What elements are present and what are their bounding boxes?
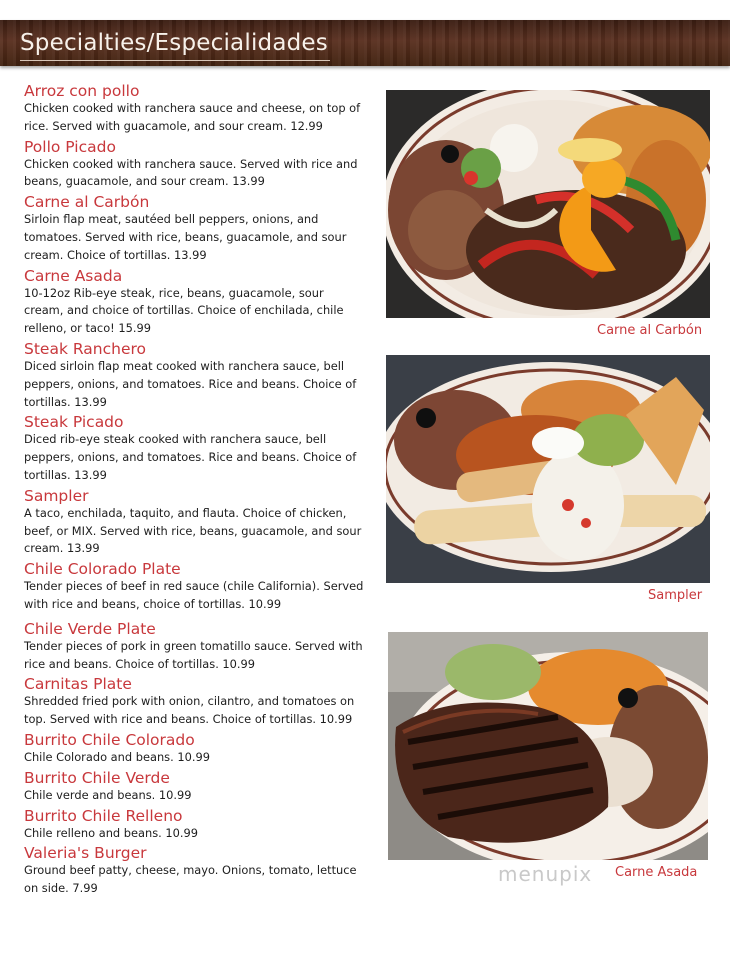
watermark-text: menupix — [498, 862, 593, 886]
menu-item — [24, 267, 364, 338]
item-description: Shredded fried pork with onion, cilantro, and tomatoes on top. Served with rice and beans. Choice of tortillas. 10.99 — [24, 694, 355, 727]
item-description: Tender pieces of pork in green tomatillo sauce. Served with rice and beans. Choice of tortillas. 10.99 — [24, 638, 363, 671]
section-header — [0, 20, 730, 66]
item-name: Steak Picado — [24, 413, 124, 432]
menu-item — [24, 413, 364, 484]
item-description: Chicken cooked with ranchera sauce and cheese, on top of rice. Served with guacamole, and sour cream. 12.99 — [24, 101, 361, 133]
item-name: Arroz con pollo — [24, 82, 140, 100]
photo-caption: Sampler — [648, 588, 703, 603]
item-name: Carnitas Plate — [24, 675, 132, 694]
item-name: Steak Ranchero — [24, 339, 147, 358]
menu-item — [24, 560, 364, 614]
menu-item — [24, 193, 364, 264]
menu-item — [24, 82, 364, 136]
menu-item — [24, 731, 364, 767]
item-description: 10-12oz Rib-eye steak, rice, beans, guacamole, sour cream, and choice of tortillas. Choice of enchilada, chile relleno, or taco! 15.99 — [24, 285, 344, 336]
menu-list — [24, 82, 364, 900]
item-description: Tender pieces of beef in red sauce (chile California). Served with rice and beans, choice of tortillas. 10.99 — [24, 579, 364, 611]
item-name: Carne al Carbón — [24, 193, 150, 212]
item-name: Burrito Chile Colorado — [24, 730, 195, 749]
fajita-plate-illustration — [386, 90, 710, 318]
menu-item — [24, 487, 364, 558]
item-name: Burrito Chile Relleno — [24, 806, 183, 825]
section-title: Specialties/Especialidades — [20, 30, 328, 56]
item-name: Chile Colorado Plate — [24, 560, 181, 579]
item-description: Chile verde and beans. 10.99 — [24, 787, 192, 802]
item-name: Carne Asada — [24, 266, 123, 285]
item-name: Pollo Picado — [24, 137, 116, 156]
item-name: Burrito Chile Verde — [24, 768, 170, 787]
menu-item — [24, 340, 364, 411]
title-underline — [20, 60, 330, 61]
item-description: Chile relleno and beans. 10.99 — [24, 825, 198, 840]
menu-item — [24, 807, 364, 843]
item-description: Diced sirloin flap meat cooked with ranchera sauce, bell peppers, onions, and tomatoes. Rice and beans. Choice of tortillas. 13.99 — [24, 358, 357, 409]
item-name: Valeria's Burger — [24, 844, 147, 863]
photo-carne-asada — [388, 632, 708, 860]
carne-asada-plate-illustration — [388, 632, 708, 860]
item-name: Sampler — [24, 486, 89, 505]
photo-caption: Carne al Carbón — [597, 323, 703, 338]
item-description: A taco, enchilada, taquito, and flauta. Choice of chicken, beef, or MIX. Served with rice, beans, guacamole, and sour cream. 13.99 — [24, 505, 362, 556]
menu-item — [24, 620, 364, 674]
item-name: Chile Verde Plate — [24, 619, 156, 638]
menu-item — [24, 138, 364, 192]
item-description: Chicken cooked with ranchera sauce. Served with rice and beans, guacamole, and sour cream. 13.99 — [24, 156, 358, 189]
menu-item — [24, 844, 364, 898]
photo-carne-al-carbon — [386, 90, 710, 318]
sampler-plate-illustration — [386, 355, 710, 583]
photo-sampler — [386, 355, 710, 583]
item-description: Sirloin flap meat, sautéed bell peppers, onions, and tomatoes. Served with rice, beans, guacamole, and sour cream. Choice of tortillas. 13.99 — [24, 212, 347, 262]
photo-caption: Carne Asada — [615, 865, 698, 880]
item-description: Chile Colorado and beans. 10.99 — [24, 749, 210, 764]
menu-item — [24, 769, 364, 805]
item-description: Ground beef patty, cheese, mayo. Onions, tomato, lettuce on side. 7.99 — [24, 863, 357, 896]
item-description: Diced rib-eye steak cooked with ranchera sauce, bell peppers, onions, and tomatoes. Rice and beans. Choice of tortillas. 13.99 — [24, 432, 357, 482]
menu-item — [24, 675, 364, 729]
